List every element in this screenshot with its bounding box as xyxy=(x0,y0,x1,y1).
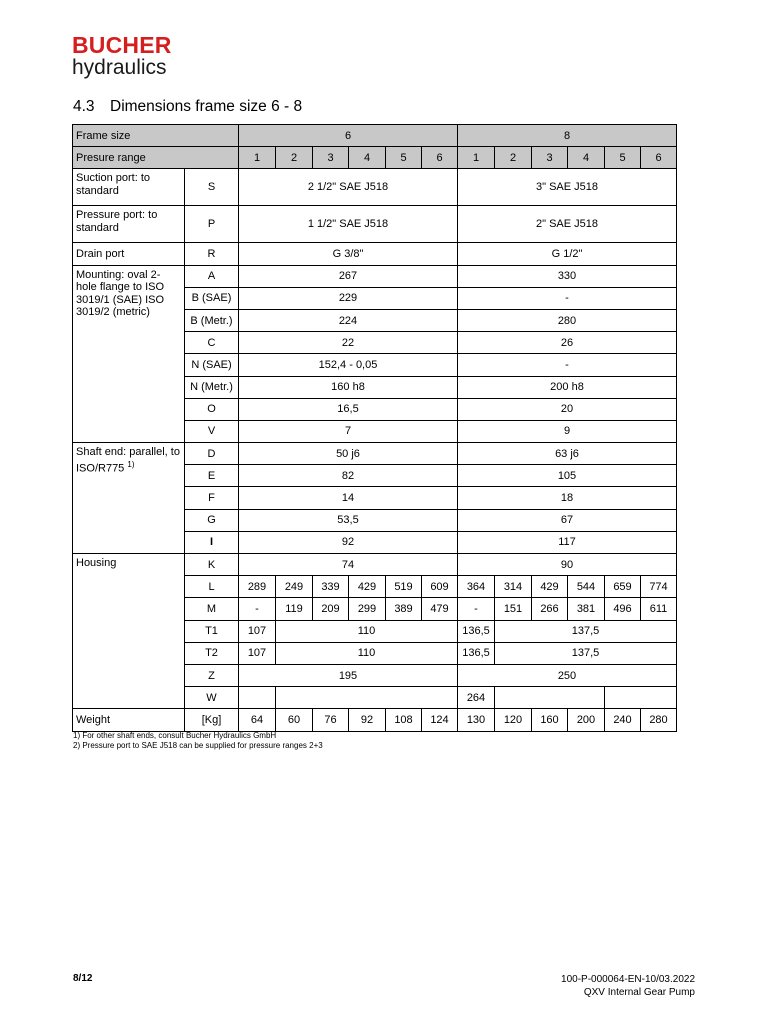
shaft-end-footnote-ref: 1) xyxy=(127,459,135,469)
symbol-cell: R xyxy=(185,243,239,265)
value-cell: 479 xyxy=(422,598,458,620)
value-frame8: 67 xyxy=(458,509,677,531)
footnote-1: 1) For other shaft ends, consult Bucher Hydraulics GmbH xyxy=(73,731,277,740)
pressure-range-cell: 1 xyxy=(458,147,495,169)
symbol-cell: P xyxy=(185,206,239,243)
pressure-range-cell: 2 xyxy=(276,147,313,169)
section-title: Dimensions frame size 6 - 8 xyxy=(110,98,303,115)
drain-port-label: Drain port xyxy=(73,243,185,265)
symbol-cell: O xyxy=(185,398,239,420)
value-cell: 364 xyxy=(458,576,495,598)
value-cell: 381 xyxy=(568,598,605,620)
section-number: 4.3 xyxy=(73,98,95,115)
value-cell: 774 xyxy=(641,576,677,598)
value-cell: 108 xyxy=(386,709,422,731)
value-cell: 110 xyxy=(276,642,458,664)
value-cell: 209 xyxy=(313,598,349,620)
value-cell: 136,5 xyxy=(458,620,495,642)
pressure-range-cell: 6 xyxy=(422,147,458,169)
value-frame6: 22 xyxy=(239,332,458,354)
dimensions-table xyxy=(72,124,677,732)
document-reference xyxy=(561,973,695,999)
symbol-cell: L xyxy=(185,576,239,598)
value-cell: 289 xyxy=(239,576,276,598)
value-cell: 389 xyxy=(386,598,422,620)
value-frame8: 280 xyxy=(458,309,677,331)
pressure-range-cell: 2 xyxy=(495,147,532,169)
value-frame8: 63 j6 xyxy=(458,443,677,465)
value-cell: 280 xyxy=(641,709,677,731)
value-frame8: 3" SAE J518 xyxy=(458,169,677,206)
value-cell xyxy=(605,687,677,709)
value-cell: - xyxy=(458,598,495,620)
value-cell: 107 xyxy=(239,620,276,642)
pressure-range-cell: 6 xyxy=(641,147,677,169)
symbol-cell: G xyxy=(185,509,239,531)
value-frame6: 50 j6 xyxy=(239,443,458,465)
symbol-cell: T2 xyxy=(185,642,239,664)
value-cell: 544 xyxy=(568,576,605,598)
value-cell: 137,5 xyxy=(495,620,677,642)
value-cell: 110 xyxy=(276,620,458,642)
value-cell: 314 xyxy=(495,576,532,598)
housing-row-k xyxy=(73,554,677,576)
symbol-cell: T1 xyxy=(185,620,239,642)
value-frame6: 53,5 xyxy=(239,509,458,531)
value-frame8: 200 h8 xyxy=(458,376,677,398)
symbol-cell: I xyxy=(185,531,239,553)
value-frame6: 224 xyxy=(239,309,458,331)
value-frame8: G 1/2" xyxy=(458,243,677,265)
value-cell: 339 xyxy=(313,576,349,598)
value-cell: 119 xyxy=(276,598,313,620)
value-cell: 130 xyxy=(458,709,495,731)
housing-label: Housing xyxy=(73,554,185,709)
mounting-row-a xyxy=(73,265,677,287)
value-frame6: 152,4 - 0,05 xyxy=(239,354,458,376)
value-cell: 120 xyxy=(495,709,532,731)
symbol-cell: V xyxy=(185,420,239,442)
value-cell: 266 xyxy=(532,598,568,620)
value-cell: 496 xyxy=(605,598,641,620)
symbol-cell: B (Metr.) xyxy=(185,309,239,331)
value-cell: 160 xyxy=(532,709,568,731)
value-frame6: 160 h8 xyxy=(239,376,458,398)
value-frame8: 250 xyxy=(458,664,677,686)
section-heading xyxy=(73,98,302,116)
value-cell xyxy=(276,687,458,709)
value-frame6: 195 xyxy=(239,664,458,686)
pressure-range-cell: 3 xyxy=(313,147,349,169)
frame-size-6: 6 xyxy=(239,125,458,147)
pressure-range-cell: 5 xyxy=(386,147,422,169)
value-frame8: 117 xyxy=(458,531,677,553)
value-frame6: 14 xyxy=(239,487,458,509)
value-frame8: - xyxy=(458,287,677,309)
value-cell: 107 xyxy=(239,642,276,664)
value-cell: 609 xyxy=(422,576,458,598)
value-frame8: 2" SAE J518 xyxy=(458,206,677,243)
value-frame6: 16,5 xyxy=(239,398,458,420)
value-frame8: 20 xyxy=(458,398,677,420)
value-frame6: 229 xyxy=(239,287,458,309)
value-cell: 92 xyxy=(349,709,386,731)
value-cell: 200 xyxy=(568,709,605,731)
symbol-cell: [Kg] xyxy=(185,709,239,731)
shaft-end-label xyxy=(73,443,185,554)
value-frame8: 9 xyxy=(458,420,677,442)
pressure-range-row xyxy=(73,147,677,169)
value-cell: 429 xyxy=(349,576,386,598)
symbol-cell: E xyxy=(185,465,239,487)
value-frame8: 105 xyxy=(458,465,677,487)
value-frame8: 26 xyxy=(458,332,677,354)
value-cell: 60 xyxy=(276,709,313,731)
value-frame6: 82 xyxy=(239,465,458,487)
bucher-hydraulics-logo xyxy=(72,33,172,79)
value-cell xyxy=(495,687,605,709)
value-cell: 124 xyxy=(422,709,458,731)
symbol-cell: M xyxy=(185,598,239,620)
logo-subtitle: hydraulics xyxy=(72,56,167,79)
mounting-label: Mounting: oval 2-hole flange to ISO 3019/1 (SAE) ISO 3019/2 (metric) xyxy=(73,265,185,443)
symbol-cell: F xyxy=(185,487,239,509)
value-frame6: 267 xyxy=(239,265,458,287)
page-number: 8/12 xyxy=(73,973,93,984)
symbol-cell: W xyxy=(185,687,239,709)
symbol-cell: A xyxy=(185,265,239,287)
value-cell: 64 xyxy=(239,709,276,731)
suction-port-label: Suction port: to standard xyxy=(73,169,185,206)
shaft-end-text: Shaft end: parallel, to ISO/R775 xyxy=(76,446,180,475)
frame-size-8: 8 xyxy=(458,125,677,147)
symbol-cell: S xyxy=(185,169,239,206)
pressure-range-cell: 4 xyxy=(568,147,605,169)
pressure-range-cell: 1 xyxy=(239,147,276,169)
symbol-cell: Z xyxy=(185,664,239,686)
value-cell: 136,5 xyxy=(458,642,495,664)
symbol-cell: C xyxy=(185,332,239,354)
pressure-range-cell: 3 xyxy=(532,147,568,169)
value-cell: 240 xyxy=(605,709,641,731)
value-cell: 151 xyxy=(495,598,532,620)
pressure-range-label: Presure range xyxy=(73,147,239,169)
value-cell: - xyxy=(239,598,276,620)
suction-port-row xyxy=(73,169,677,206)
value-cell: 137,5 xyxy=(495,642,677,664)
pressure-port-label: Pressure port: to standard xyxy=(73,206,185,243)
value-frame6: 74 xyxy=(239,554,458,576)
logo-brand: BUCHER xyxy=(72,32,172,58)
value-cell: 519 xyxy=(386,576,422,598)
document-id: 100-P-000064-EN-10/03.2022 xyxy=(561,974,695,985)
footnotes xyxy=(73,731,323,751)
value-cell: 264 xyxy=(458,687,495,709)
frame-size-label: Frame size xyxy=(73,125,239,147)
value-frame6: 2 1/2" SAE J518 xyxy=(239,169,458,206)
value-cell: 429 xyxy=(532,576,568,598)
value-frame8: 18 xyxy=(458,487,677,509)
value-frame8: - xyxy=(458,354,677,376)
frame-size-row xyxy=(73,125,677,147)
weight-label: Weight xyxy=(73,709,185,731)
value-frame6: G 3/8" xyxy=(239,243,458,265)
value-cell: 249 xyxy=(276,576,313,598)
value-frame8: 330 xyxy=(458,265,677,287)
shaft-row-d xyxy=(73,443,677,465)
value-frame6: 1 1/2" SAE J518 xyxy=(239,206,458,243)
symbol-cell: N (SAE) xyxy=(185,354,239,376)
value-frame8: 90 xyxy=(458,554,677,576)
value-cell: 299 xyxy=(349,598,386,620)
symbol-cell: K xyxy=(185,554,239,576)
symbol-cell: D xyxy=(185,443,239,465)
symbol-cell: B (SAE) xyxy=(185,287,239,309)
weight-row xyxy=(73,709,677,731)
value-cell: 76 xyxy=(313,709,349,731)
pressure-port-row xyxy=(73,206,677,243)
drain-port-row xyxy=(73,243,677,265)
product-name: QXV Internal Gear Pump xyxy=(583,987,695,998)
pressure-range-cell: 4 xyxy=(349,147,386,169)
footnote-2: 2) Pressure port to SAE J518 can be supplied for pressure ranges 2+3 xyxy=(73,741,323,750)
value-cell xyxy=(239,687,276,709)
value-cell: 611 xyxy=(641,598,677,620)
pressure-range-cell: 5 xyxy=(605,147,641,169)
value-cell: 659 xyxy=(605,576,641,598)
symbol-cell: N (Metr.) xyxy=(185,376,239,398)
value-frame6: 92 xyxy=(239,531,458,553)
value-frame6: 7 xyxy=(239,420,458,442)
